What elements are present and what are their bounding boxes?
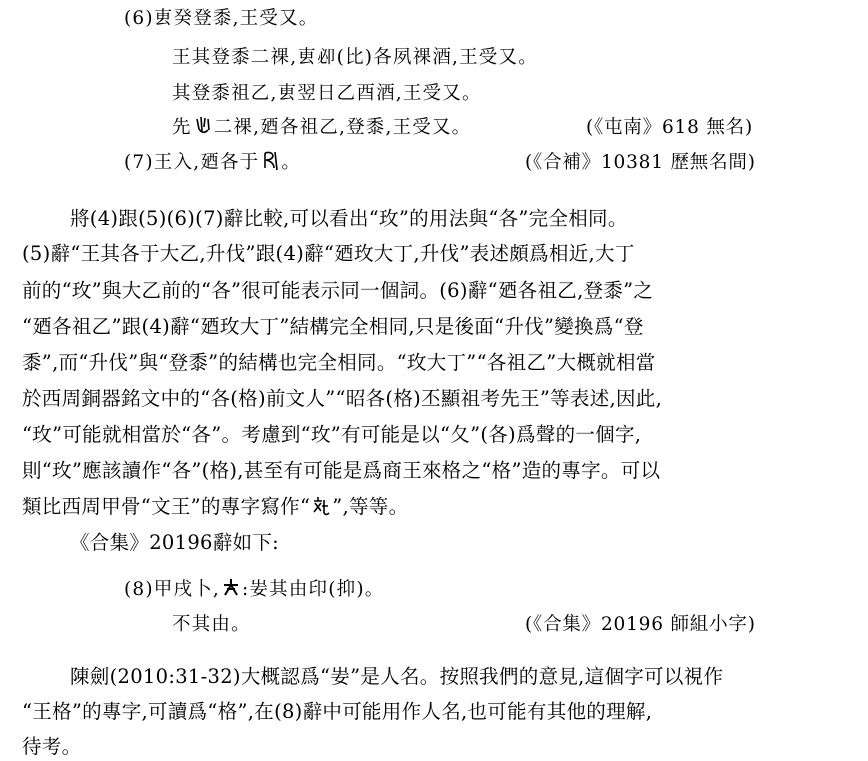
paragraph-1-line-7: “玫”可能就相當於“各”。考慮到“玫”有可能是以“夂”(各)爲聲的一個字, — [22, 423, 642, 446]
paragraph-1-line-6: 於西周銅器銘文中的“各(格)前文人”“昭各(格)丕顯祖考先王”等表述,因此, — [22, 387, 663, 410]
example-6-line-4-rest: 二祼,廼各祖乙,登黍,王受又。 — [213, 117, 472, 138]
example-7-citation: (《合補》10381 歷無名間) — [525, 152, 756, 173]
paragraph-2-line-2: “王格”的專字,可讀爲“格”,在(8)辭中可能用作人名,也可能有其他的理解, — [22, 700, 653, 723]
paragraph-1-line-8: 則“玫”應該讀作“各”(格),甚至有可能是爲商王來格之“格”造的專字。可以 — [22, 459, 661, 482]
example-8-intro: 《合集》20196辭如下: — [70, 531, 280, 554]
example-8-line-2: 不其由。 — [172, 614, 251, 635]
wen-wang-glyph-icon — [311, 495, 331, 517]
example-6-line-4-start: 先 — [172, 117, 192, 138]
example-8-citation: (《合集》20196 師組小字) — [525, 614, 756, 635]
example-7-line — [124, 150, 301, 176]
paragraph-1-line-5: 黍”,而“升伐”與“登黍”的結構也完全相同。“玫大丁”“各祖乙”大概就相當 — [22, 351, 656, 374]
person-glyph-icon — [221, 577, 241, 599]
paragraph-1-line-1: 將(4)跟(5)(6)(7)辭比較,可以看出“玫”的用法與“各”完全相同。 — [70, 207, 628, 230]
paragraph-1-line-4: “廼各祖乙”跟(4)辭“廼玫大丁”結構完全相同,只是後面“升伐”變換爲“登 — [22, 315, 644, 338]
oracle-glyph-icon — [260, 150, 280, 172]
oracle-glyph-icon — [193, 115, 213, 137]
example-7-end: 。 — [281, 152, 302, 173]
paragraph-2-line-1: 陳劍(2010:31-32)大概認爲“妛”是人名。按照我們的意見,這個字可以視作 — [70, 665, 724, 688]
example-8-line-1-rest: :妛其由印(抑)。 — [242, 579, 385, 600]
example-8-line-1-start: (8)甲戌卜, — [124, 579, 220, 600]
example-6-line-4 — [172, 115, 471, 141]
example-6-citation: (《屯南》618 無名) — [586, 117, 753, 138]
paragraph-1-last-end: ”,等等。 — [332, 495, 409, 518]
example-7-text: (7)王入,廼各于 — [124, 152, 260, 173]
paragraph-1-last-start: 類比西周甲骨“文王”的專字寫作“ — [22, 495, 311, 518]
paragraph-1-line-9 — [22, 494, 408, 520]
example-6-line-1: (6)叀癸登黍,王受又。 — [124, 8, 319, 29]
example-6-line-3: 其登黍祖乙,叀翌日乙酉酒,王受又。 — [172, 83, 482, 104]
example-8-line-1 — [124, 577, 384, 603]
paragraph-2-line-3: 待考。 — [22, 735, 82, 758]
paragraph-1-line-2: (5)辭“王其各于大乙,升伐”跟(4)辭“廼玫大丁,升伐”表述頗爲相近,大丁 — [22, 242, 635, 265]
example-6-line-2: 王其登黍二祼,叀𠨘(比)各夙祼酒,王受又。 — [172, 47, 538, 68]
paragraph-1-line-3: 前的“玫”與大乙前的“各”很可能表示同一個詞。(6)辭“廼各祖乙,登黍”之 — [22, 279, 654, 302]
